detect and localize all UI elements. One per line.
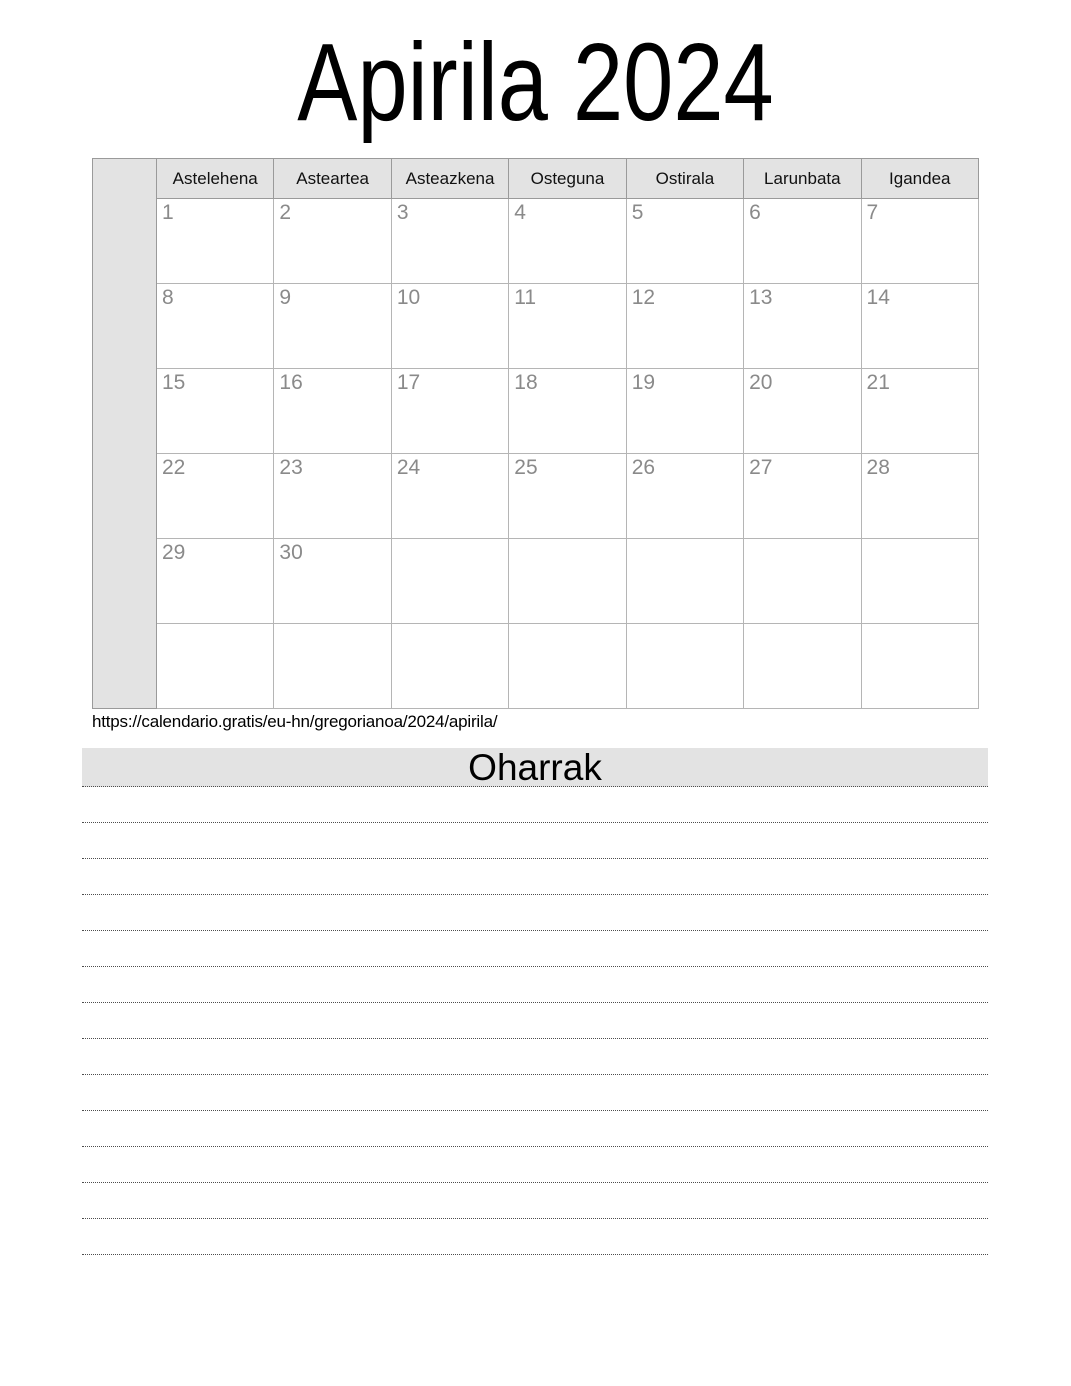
notes-section: [82, 748, 988, 1255]
day-number: 24: [396, 456, 421, 479]
day-number: 30: [279, 541, 303, 564]
day-number: 14: [866, 286, 890, 309]
calendar-table: [92, 158, 979, 709]
day-cell: [861, 284, 978, 369]
day-cell: [157, 624, 274, 709]
weekday-header-monday: Astelehena: [157, 159, 274, 199]
note-line: [82, 1003, 988, 1039]
day-cell: [626, 454, 743, 539]
day-cell: [157, 199, 274, 284]
day-number: 26: [631, 456, 656, 479]
weekday-header-tuesday: Asteartea: [274, 159, 391, 199]
day-cell: [509, 199, 626, 284]
day-cell: [509, 539, 626, 624]
weekday-header-saturday: Larunbata: [744, 159, 861, 199]
day-cell: [509, 369, 626, 454]
source-url: https://calendario.gratis/eu-hn/gregorianoa/2024/apirila/: [92, 712, 498, 731]
day-number: 22: [162, 456, 186, 479]
day-number: [509, 624, 625, 626]
day-cell: [391, 539, 508, 624]
note-line: [82, 787, 988, 823]
note-line: [82, 859, 988, 895]
day-cell: [626, 369, 743, 454]
week-number-column: [93, 159, 157, 709]
day-number: 10: [396, 286, 421, 309]
day-cell: [744, 624, 861, 709]
day-cell: [274, 454, 391, 539]
day-number: 21: [866, 371, 890, 394]
day-cell: [157, 454, 274, 539]
day-cell: [157, 284, 274, 369]
day-number: 18: [514, 371, 538, 394]
day-number: [744, 624, 860, 626]
day-number: 3: [396, 201, 409, 224]
week-row: [93, 624, 979, 709]
day-number: 17: [396, 371, 421, 394]
note-line: [82, 1219, 988, 1255]
page-title-wrap: [0, 21, 1071, 144]
note-line: [82, 1075, 988, 1111]
day-number: [862, 539, 978, 541]
day-number: [157, 624, 273, 626]
day-cell: [274, 539, 391, 624]
day-number: [274, 624, 390, 626]
day-number: 28: [866, 456, 890, 479]
day-number: [509, 539, 625, 541]
day-number: [744, 539, 860, 541]
day-number: 9: [279, 286, 292, 309]
week-row: [93, 199, 979, 284]
note-line: [82, 1111, 988, 1147]
day-cell: [274, 199, 391, 284]
note-line: [82, 931, 988, 967]
day-cell: [861, 624, 978, 709]
day-cell: [157, 369, 274, 454]
day-cell: [274, 624, 391, 709]
day-cell: [626, 539, 743, 624]
day-cell: [509, 454, 626, 539]
day-number: [862, 624, 978, 626]
weekday-header-sunday: Igandea: [861, 159, 978, 199]
notes-header: [82, 748, 988, 787]
note-line: [82, 1039, 988, 1075]
weekday-header-thursday: Osteguna: [509, 159, 626, 199]
day-cell: [157, 539, 274, 624]
note-line: [82, 895, 988, 931]
day-cell: [274, 284, 391, 369]
day-cell: [744, 454, 861, 539]
day-cell: [861, 539, 978, 624]
day-number: 8: [162, 286, 174, 309]
note-line: [82, 823, 988, 859]
day-cell: [391, 454, 508, 539]
day-cell: [861, 199, 978, 284]
day-number: 15: [162, 371, 186, 394]
day-number: 13: [749, 286, 773, 309]
day-number: [392, 539, 508, 541]
day-cell: [391, 369, 508, 454]
day-number: 23: [279, 456, 303, 479]
note-line: [82, 967, 988, 1003]
day-number: [392, 624, 508, 626]
day-cell: [861, 454, 978, 539]
day-cell: [391, 624, 508, 709]
day-number: 6: [749, 201, 761, 224]
day-number: [627, 624, 743, 626]
day-number: 2: [279, 201, 292, 224]
day-cell: [626, 624, 743, 709]
day-number: 19: [631, 371, 656, 394]
weekday-header-row: [93, 159, 979, 199]
week-row: [93, 454, 979, 539]
day-cell: [274, 369, 391, 454]
day-cell: [744, 539, 861, 624]
day-cell: [626, 199, 743, 284]
day-number: 4: [514, 201, 526, 224]
week-row: [93, 539, 979, 624]
page-title: Apirila 2024: [297, 21, 774, 144]
day-cell: [744, 369, 861, 454]
day-number: 12: [631, 286, 656, 309]
day-number: 5: [631, 201, 644, 224]
day-cell: [509, 284, 626, 369]
week-row: [93, 369, 979, 454]
day-number: 1: [162, 201, 174, 224]
day-cell: [626, 284, 743, 369]
note-lines: [82, 787, 988, 1255]
day-number: 7: [866, 201, 879, 224]
day-cell: [391, 284, 508, 369]
note-line: [82, 1147, 988, 1183]
day-cell: [391, 199, 508, 284]
day-number: 27: [749, 456, 773, 479]
day-cell: [861, 369, 978, 454]
note-line: [82, 1183, 988, 1219]
weekday-header-wednesday: Asteazkena: [391, 159, 508, 199]
day-number: 20: [749, 371, 773, 394]
day-cell: [744, 284, 861, 369]
day-number: 16: [279, 371, 303, 394]
weekday-header-friday: Ostirala: [626, 159, 743, 199]
week-row: [93, 284, 979, 369]
notes-title: Oharrak: [468, 747, 602, 788]
day-number: 29: [162, 541, 186, 564]
day-number: 25: [514, 456, 538, 479]
day-number: [627, 539, 743, 541]
day-cell: [744, 199, 861, 284]
day-number: 11: [514, 286, 537, 309]
day-cell: [509, 624, 626, 709]
